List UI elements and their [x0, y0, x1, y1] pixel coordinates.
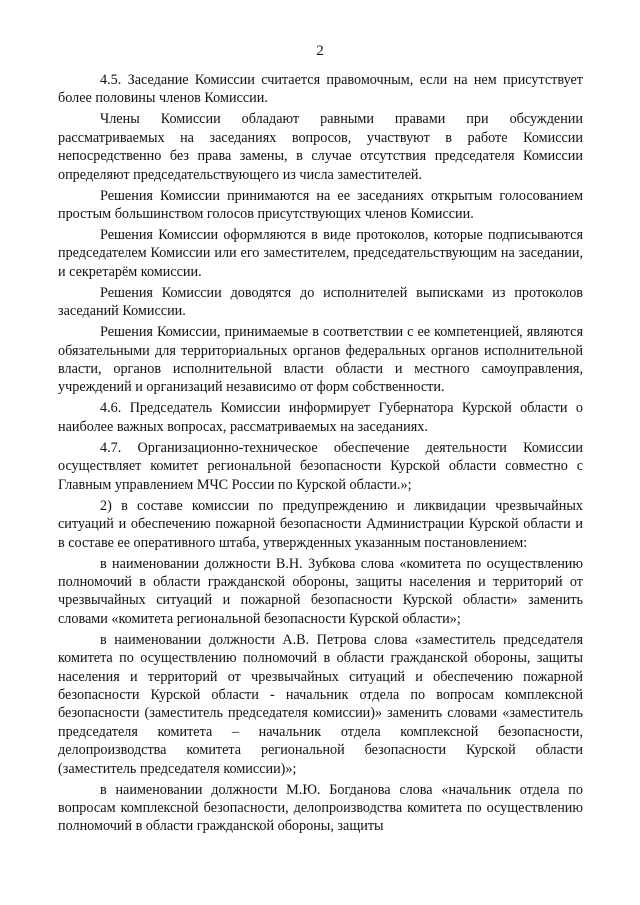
paragraph-4-5: 4.5. Заседание Комиссии считается правомочным, если на нем присутствует более половины членов Комиссии. — [58, 72, 583, 107]
paragraph-binding-decisions: Решения Комиссии, принимаемые в соответствии с ее компетенцией, являются обязательными для территориальных органов федеральных органов исполнительной власти, органов исполнительной власти области и местного самоуправления, учреждений и организаций независимо от форм собственности. — [58, 324, 583, 396]
paragraph-zubkov: в наименовании должности В.Н. Зубкова слова «комитета по осуществлению полномочий в области гражданской обороны, защиты населения и территорий от чрезвычайных ситуаций и пожарной безопасности Курской области» заменить словами «комитета региональной безопасности Курской области»; — [58, 555, 583, 627]
document-body — [58, 71, 583, 838]
paragraph-4-6: 4.6. Председатель Комиссии информирует Губернатора Курской области о наиболее важных вопросах, рассматриваемых на заседаниях. — [58, 400, 583, 435]
paragraph-protocols: Решения Комиссии оформляются в виде протоколов, которые подписываются председателем Комиссии или его заместителем, председательствующим на заседании, и секретарём комиссии. — [58, 227, 583, 280]
paragraph-extracts: Решения Комиссии доводятся до исполнителей выписками из протоколов заседаний Комиссии. — [58, 284, 583, 320]
paragraph-bogdanov: в наименовании должности М.Ю. Богданова слова «начальник отдела по вопросам комплексной безопасности, делопроизводства комитета по осуществлению полномочий в области гражданской обороны, защиты — [58, 781, 583, 835]
paragraph-voting: Решения Комиссии принимаются на ее заседаниях открытым голосованием простым большинством голосов присутствующих членов Комиссии. — [58, 187, 583, 223]
paragraph-item-2: 2) в составе комиссии по предупреждению и ликвидации чрезвычайных ситуаций и обеспечению пожарной безопасности Администрации Курской области и в составе ее оперативного штаба, утвержденных указанным постановлением: — [58, 497, 583, 551]
page-number: 2 — [316, 43, 324, 59]
paragraph-4-7: 4.7. Организационно-техническое обеспечение деятельности Комиссии осуществляет комитет региональной безопасности Курской области совместно с Главным управлением МЧС России по Курской области.»; — [58, 439, 583, 493]
paragraph-petrov: в наименовании должности А.В. Петрова слова «заместитель председателя комитета по осуществлению полномочий в области гражданской обороны, защиты населения и территорий от чрезвычайных ситуаций и обеспечению пожарной безопасности Курской области - начальник отдела по вопросам комплексной безопасности (заместитель председателя комиссии)» заменить словами «заместитель председателя комитета – начальник отдела комплексной безопасности, делопроизводства комитета региональной безопасности Курской области (заместитель председателя комиссии)»; — [58, 631, 583, 777]
paragraph-members-rights: Члены Комиссии обладают равными правами при обсуждении рассматриваемых на заседаниях вопросов, участвуют в работе Комиссии непосредственно без права замены, в случае отсутствия председателя Комиссии определяют председательствующего из числа заместителей. — [58, 111, 583, 183]
